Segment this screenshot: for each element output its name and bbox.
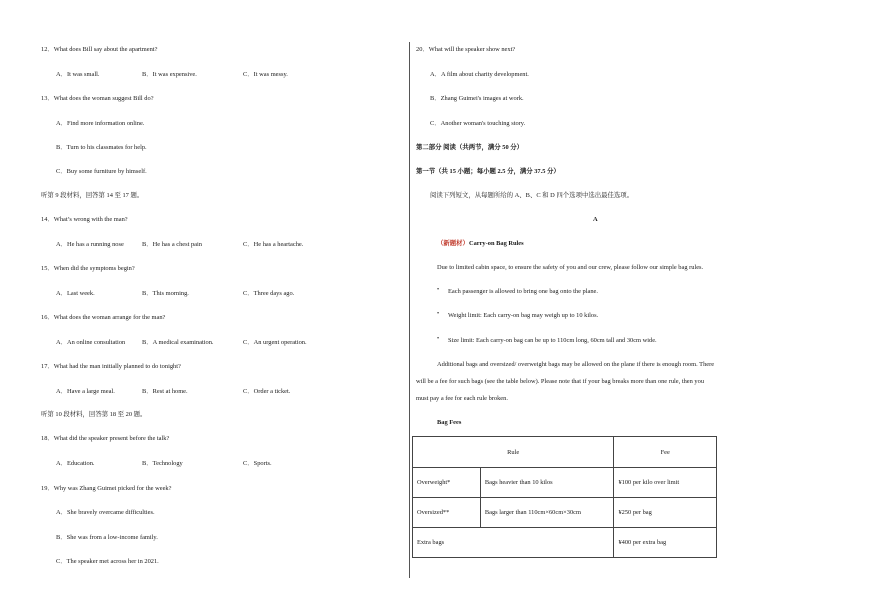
q17-option-a: A．Have a large meal. bbox=[56, 388, 115, 395]
rule-name: Extra bags bbox=[413, 528, 614, 558]
paragraph-line-2: will be a fee for such bags (see the table below). Please note that if your bag breaks more than one rule, then you bbox=[416, 378, 705, 385]
passage-label: A bbox=[593, 216, 598, 223]
q12-option-b: B．It was expensive. bbox=[142, 71, 197, 78]
new-topic-tag: （新题材） bbox=[437, 240, 469, 247]
rule-fee: ¥400 per extra bag bbox=[614, 528, 717, 558]
rule-bullet-2: Weight limit: Each carry-on bag may weigh up to 10 kilos. bbox=[448, 312, 599, 319]
table-row bbox=[413, 528, 717, 558]
q13-option-a: A．Find more information online. bbox=[56, 120, 145, 127]
question-17: 17．What had the man initially planned to do tonight? bbox=[41, 363, 181, 370]
q17-option-b: B．Rest at home. bbox=[142, 388, 188, 395]
q13-option-b: B．Turn to his classmates for help. bbox=[56, 144, 147, 151]
table-row bbox=[413, 468, 717, 498]
reading-instruction: 阅读下列短文，从每题所给的 A、B、C 和 D 四个选项中选出最佳选项。 bbox=[430, 192, 634, 199]
bag-fees-table bbox=[412, 436, 717, 558]
q12-option-c: C．It was messy. bbox=[243, 71, 288, 78]
q14-option-a: A．He has a running nose bbox=[56, 241, 124, 248]
question-14: 14．What’s wrong with the man? bbox=[41, 216, 128, 223]
part-two-heading: 第二部分 阅读（共两节，满分 50 分） bbox=[416, 144, 524, 151]
header-rule: Rule bbox=[413, 437, 614, 468]
rule-fee: ¥100 per kilo over limit bbox=[614, 468, 717, 498]
q15-option-c: C．Three days ago. bbox=[243, 290, 295, 297]
q19-option-b: B．She was from a low-income family. bbox=[56, 534, 158, 541]
rule-name: Overweight* bbox=[413, 468, 481, 498]
q19-option-a: A．She bravely overcame difficulties. bbox=[56, 509, 155, 516]
q13-option-c: C．Buy some furniture by himself. bbox=[56, 168, 147, 175]
q20-option-c: C．Another woman's touching story. bbox=[430, 120, 526, 127]
column-divider bbox=[409, 42, 410, 578]
q20-option-a: A．A film about charity development. bbox=[430, 71, 529, 78]
table-header-row bbox=[413, 437, 717, 468]
question-13: 13．What does the woman suggest Bill do? bbox=[41, 95, 154, 102]
header-fee: Fee bbox=[614, 437, 717, 468]
q19-option-c: C．The speaker met across her in 2021. bbox=[56, 558, 159, 565]
table-row bbox=[413, 498, 717, 528]
q20-option-b: B．Zhang Guimei's images at work. bbox=[430, 95, 524, 102]
rule-bullet-1: Each passenger is allowed to bring one bag onto the plane. bbox=[448, 288, 598, 295]
question-12: 12．What does Bill say about the apartment? bbox=[41, 46, 158, 53]
q12-option-a: A．It was small. bbox=[56, 71, 100, 78]
q18-option-b: B．Technology bbox=[142, 460, 183, 467]
q15-option-b: B．This morning. bbox=[142, 290, 189, 297]
material-9-instruction: 听第 9 段材料，回答第 14 至 17 题。 bbox=[41, 192, 144, 199]
q18-option-a: A．Education. bbox=[56, 460, 95, 467]
passage-intro: Due to limited cabin space, to ensure the safety of you and our crew, please follow our simple bag rules. bbox=[437, 264, 704, 271]
question-15: 15．When did the symptoms begin? bbox=[41, 265, 135, 272]
q17-option-c: C．Order a ticket. bbox=[243, 388, 291, 395]
passage-title: Carry-on Bag Rules bbox=[468, 240, 524, 247]
bullet-dot: • bbox=[437, 287, 440, 293]
rule-fee: ¥250 per bag bbox=[614, 498, 717, 528]
q16-option-c: C．An urgent operation. bbox=[243, 339, 307, 346]
q14-option-b: B．He has a chest pain bbox=[142, 241, 202, 248]
rule-description: Bags heavier than 10 kilos bbox=[480, 468, 614, 498]
paragraph-line-3: must pay a fee for each rule broken. bbox=[416, 395, 508, 402]
rule-bullet-3: Size limit: Each carry-on bag can be up to 110cm long, 60cm tall and 30cm wide. bbox=[448, 337, 657, 344]
material-10-instruction: 听第 10 段材料，回答第 18 至 20 题。 bbox=[41, 411, 147, 418]
q15-option-a: A．Last week. bbox=[56, 290, 95, 297]
question-20: 20．What will the speaker show next? bbox=[416, 46, 516, 53]
q16-option-b: B．A medical examination. bbox=[142, 339, 214, 346]
rule-name: Oversized** bbox=[413, 498, 481, 528]
paragraph-line-1: Additional bags and oversized/ overweight bags may be allowed on the plane if there is enough room. There bbox=[437, 361, 715, 368]
bullet-dot: • bbox=[437, 311, 440, 317]
question-18: 18．What did the speaker present before the talk? bbox=[41, 435, 170, 442]
passage-title-line bbox=[437, 239, 524, 248]
question-19: 19．Why was Zhang Guimei picked for the week? bbox=[41, 485, 172, 492]
section-one-heading: 第一节（共 15 小题；每小题 2.5 分，满分 37.5 分） bbox=[416, 168, 560, 175]
q14-option-c: C．He has a heartache. bbox=[243, 241, 304, 248]
q16-option-a: A．An online consultation bbox=[56, 339, 126, 346]
bag-fees-heading: Bag Fees bbox=[437, 419, 462, 426]
bullet-dot: • bbox=[437, 336, 440, 342]
rule-description: Bags larger than 110cm×60cm×30cm bbox=[480, 498, 614, 528]
question-16: 16．What does the woman arrange for the man? bbox=[41, 314, 166, 321]
q18-option-c: C．Sports. bbox=[243, 460, 272, 467]
